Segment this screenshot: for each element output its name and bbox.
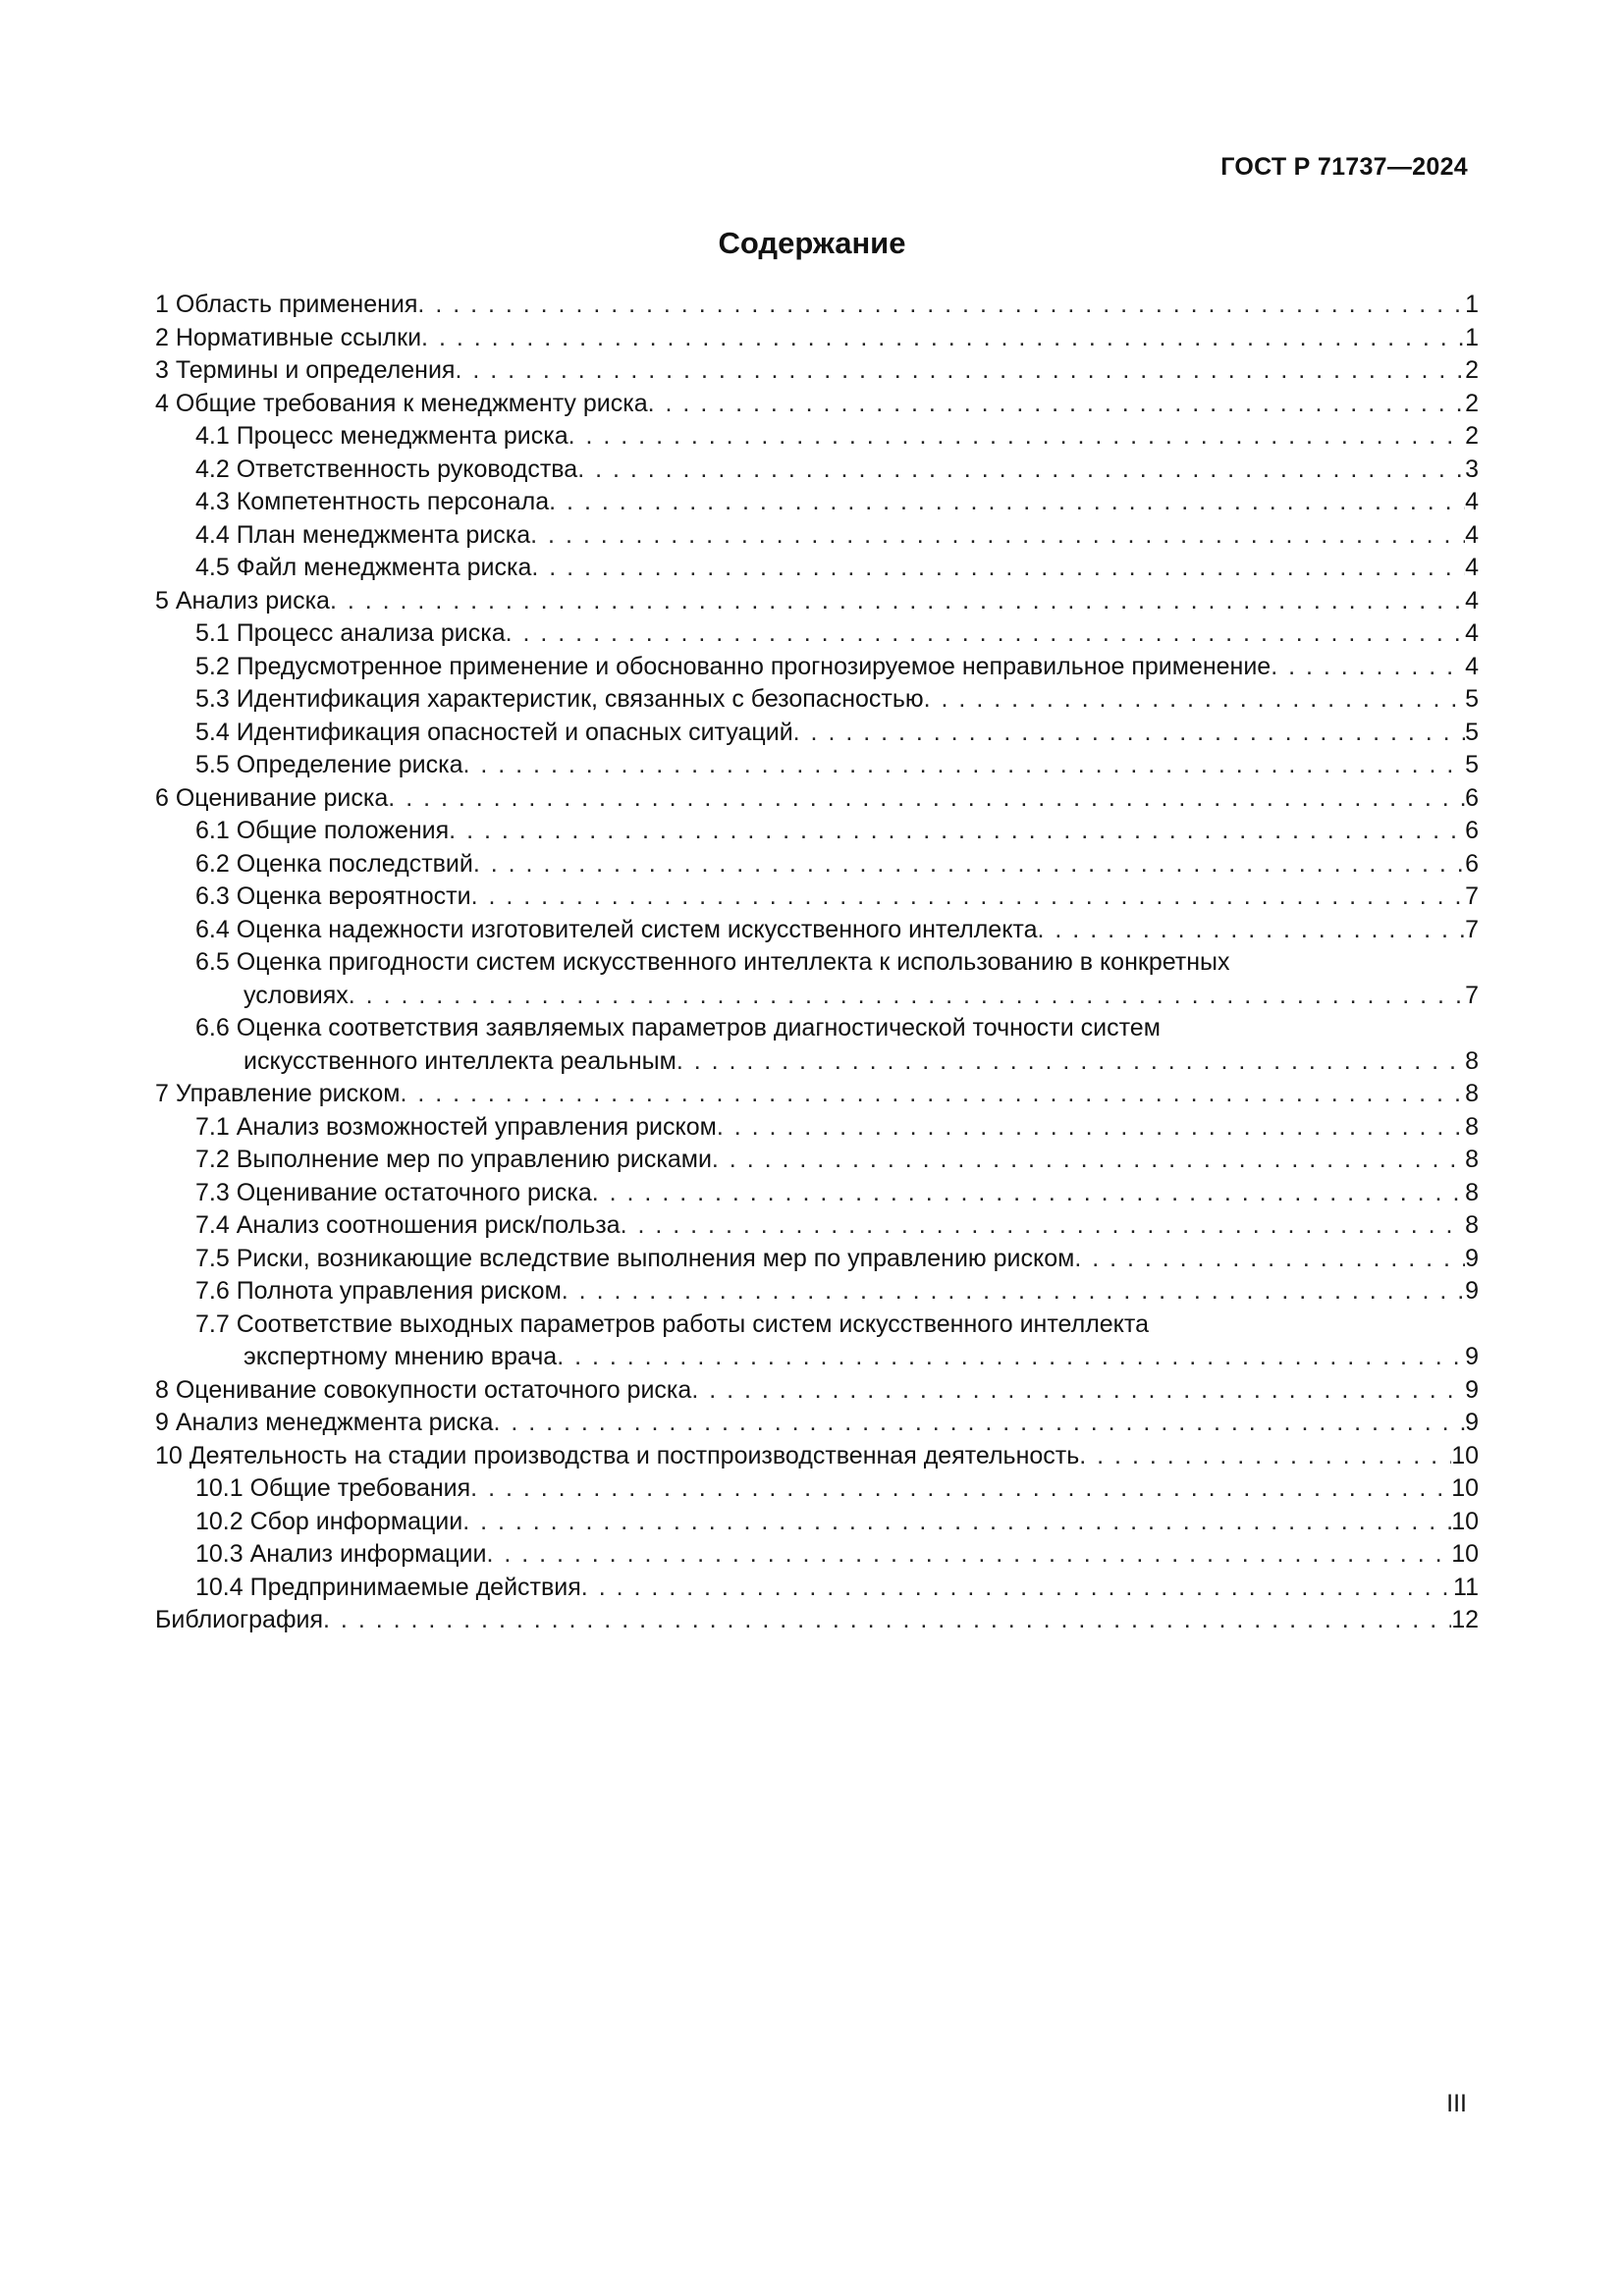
dot-leader: [621, 1209, 1466, 1243]
dot-leader: [592, 1177, 1465, 1210]
toc-entry-title: 7 Управление риском: [155, 1080, 401, 1107]
toc-entry[interactable]: [155, 388, 1479, 421]
dot-leader: [421, 322, 1465, 355]
toc-entry-title: 2 Нормативные ссылки: [155, 323, 422, 351]
dot-leader: [924, 683, 1465, 717]
toc-entry[interactable]: [155, 1440, 1479, 1473]
toc-entry[interactable]: [155, 1538, 1479, 1572]
toc-entry-title: 6.1 Общие положения: [195, 817, 450, 844]
toc-entry-page: 6: [1465, 817, 1479, 844]
toc-entry-page: 7: [1465, 882, 1479, 910]
toc-entry-title-continuation: экспертному мнению врача: [244, 1343, 558, 1370]
toc-entry-title: 5.5 Определение риска: [195, 751, 463, 778]
toc-entry-page: 4: [1465, 520, 1479, 549]
toc-entry-page: 7: [1465, 915, 1479, 943]
toc-entry[interactable]: [155, 1506, 1479, 1539]
toc-entry-title: 4.5 Файл менеджмента риска: [195, 554, 532, 581]
page-number: III: [1446, 2090, 1467, 2117]
dot-leader: [455, 354, 1465, 388]
dot-leader: [1074, 1243, 1465, 1276]
dot-leader: [323, 1604, 1451, 1637]
toc-entry-page: 8: [1465, 1178, 1479, 1206]
toc-entry-page: 10: [1451, 1441, 1479, 1469]
toc-entry-title: 4.3 Компетентность персонала: [195, 488, 550, 515]
dot-leader: [506, 617, 1465, 651]
toc-entry-page: 8: [1465, 1112, 1479, 1141]
toc-entry-page: 9: [1465, 1277, 1479, 1305]
toc-entry[interactable]: [155, 552, 1479, 585]
toc-entry-page: 3: [1465, 454, 1479, 483]
toc-entry[interactable]: [155, 322, 1479, 355]
toc-entry-title: 7.4 Анализ соотношения риск/польза: [195, 1211, 621, 1239]
toc-entry-title: 4.2 Ответственность руководства: [195, 454, 578, 483]
toc-entry-page: 8: [1465, 1046, 1479, 1075]
toc-entry[interactable]: [155, 1604, 1479, 1637]
dot-leader: [562, 1275, 1465, 1308]
toc-entry-title: 7.6 Полнота управления риском: [195, 1277, 562, 1305]
dot-leader: [549, 486, 1465, 519]
dot-leader: [531, 552, 1465, 585]
toc-entry[interactable]: [155, 782, 1479, 816]
toc-entry[interactable]: [155, 1275, 1479, 1308]
toc-entry-page: 8: [1465, 1080, 1479, 1107]
toc-entry-title: 6.2 Оценка последствий: [195, 849, 473, 878]
toc-entry-title: 4 Общие требования к менеджменту риска: [155, 389, 648, 417]
toc-entry-title: 7.5 Риски, возникающие вследствие выполнения мер по управлению риском: [195, 1244, 1075, 1272]
toc-entry[interactable]: [155, 1472, 1479, 1506]
toc-entry[interactable]: [155, 717, 1479, 750]
dot-leader: [1079, 1440, 1451, 1473]
dot-leader: [1038, 914, 1466, 947]
toc-entry[interactable]: [155, 1374, 1479, 1408]
dot-leader: [530, 519, 1465, 553]
dot-leader: [557, 1341, 1465, 1374]
toc-entry-title: 3 Термины и определения: [155, 356, 456, 384]
toc-entry[interactable]: [155, 1078, 1479, 1111]
toc-entry[interactable]: [155, 1407, 1479, 1440]
toc-title: Содержание: [718, 226, 906, 260]
toc-entry-title: 7.3 Оценивание остаточного риска: [195, 1178, 592, 1206]
dot-leader: [793, 717, 1465, 750]
toc-entry[interactable]: [155, 420, 1479, 454]
toc-entry-page: 6: [1465, 783, 1479, 812]
toc-entry-page: 6: [1465, 849, 1479, 878]
toc-entry-page: 1: [1465, 291, 1479, 318]
dot-leader: [486, 1538, 1451, 1572]
toc-entry[interactable]: [155, 519, 1479, 553]
toc-entry[interactable]: [155, 1308, 1479, 1374]
toc-entry[interactable]: [155, 1243, 1479, 1276]
toc-entry-title: 5.2 Предусмотренное применение и обоснованно прогнозируемое неправильное применение: [195, 652, 1272, 680]
toc-entry-page: 4: [1465, 586, 1479, 614]
toc-entry-title: 4.1 Процесс менеджмента риска: [195, 422, 568, 450]
dot-leader: [417, 289, 1465, 322]
toc-entry-page: 1: [1465, 323, 1479, 351]
toc-entry-title: 10 Деятельность на стадии производства и постпроизводственная деятельность: [155, 1441, 1080, 1469]
dot-leader: [648, 388, 1465, 421]
table-of-contents: [155, 289, 1479, 1637]
dot-leader: [568, 420, 1465, 454]
dot-leader: [471, 881, 1466, 914]
toc-entry-title: 5.1 Процесс анализа риска: [195, 619, 506, 647]
toc-entry-title: Библиография: [155, 1606, 324, 1633]
toc-entry-title: 7.2 Выполнение мер по управлению рисками: [195, 1146, 712, 1173]
toc-entry-page: 4: [1465, 488, 1479, 515]
toc-entry-title: 7.7 Соответствие выходных параметров работы систем искусственного интеллекта: [195, 1309, 1149, 1338]
toc-entry-page: 9: [1465, 1244, 1479, 1272]
dot-leader: [400, 1078, 1465, 1111]
toc-entry-page: 12: [1451, 1606, 1479, 1633]
toc-entry-page: 5: [1465, 751, 1479, 778]
toc-entry-title-continuation: искусственного интеллекта реальным: [244, 1046, 677, 1075]
toc-entry-title: 6.6 Оценка соответствия заявляемых параметров диагностической точности систем: [195, 1014, 1161, 1041]
toc-entry-page: 7: [1465, 981, 1479, 1009]
toc-entry-title: 5.3 Идентификация характеристик, связанных с безопасностью: [195, 685, 924, 713]
toc-entry-page: 9: [1465, 1343, 1479, 1370]
toc-entry[interactable]: [155, 683, 1479, 717]
dot-leader: [577, 454, 1465, 487]
toc-entry[interactable]: [155, 1209, 1479, 1243]
toc-entry[interactable]: [155, 354, 1479, 388]
toc-entry-title: 5 Анализ риска: [155, 586, 330, 614]
toc-entry[interactable]: [155, 848, 1479, 881]
toc-entry[interactable]: [155, 486, 1479, 519]
dot-leader: [677, 1045, 1465, 1079]
toc-entry-title: 8 Оценивание совокупности остаточного риска: [155, 1375, 692, 1404]
toc-entry[interactable]: [155, 1177, 1479, 1210]
toc-entry-page: 2: [1465, 389, 1479, 417]
toc-entry-page: 2: [1465, 356, 1479, 384]
toc-entry[interactable]: [155, 815, 1479, 848]
toc-entry[interactable]: [155, 289, 1479, 322]
toc-entry-title: 6.5 Оценка пригодности систем искусственного интеллекта к использованию в конкретных: [195, 948, 1230, 976]
dot-leader: [493, 1407, 1465, 1440]
toc-entry-title: 7.1 Анализ возможностей управления риском: [195, 1112, 717, 1141]
toc-entry[interactable]: [155, 617, 1479, 651]
toc-entry[interactable]: [155, 914, 1479, 947]
toc-entry-page: 8: [1465, 1146, 1479, 1173]
toc-entry[interactable]: [155, 1144, 1479, 1177]
toc-entry[interactable]: [155, 881, 1479, 914]
toc-entry[interactable]: [155, 749, 1479, 782]
toc-entry-title: 1 Область применения: [155, 291, 418, 318]
toc-entry-title-continuation: условиях: [244, 981, 349, 1009]
toc-entry-page: 11: [1453, 1573, 1479, 1601]
dot-leader: [449, 815, 1465, 848]
toc-entry-page: 10: [1451, 1507, 1479, 1535]
dot-leader: [470, 1472, 1451, 1506]
toc-entry-page: 4: [1465, 554, 1479, 581]
toc-entry[interactable]: [155, 946, 1479, 1012]
toc-entry-title: 5.4 Идентификация опасностей и опасных ситуаций: [195, 718, 793, 746]
dot-leader: [462, 1506, 1451, 1539]
toc-entry-title: 10.4 Предпринимаемые действия: [195, 1573, 581, 1601]
toc-entry-page: 4: [1465, 619, 1479, 647]
toc-entry[interactable]: [155, 651, 1479, 684]
toc-entry-title: 6 Оценивание риска: [155, 783, 389, 812]
dot-leader: [691, 1374, 1465, 1408]
toc-entry-page: 9: [1465, 1409, 1479, 1436]
standard-code: ГОСТ Р 71737—2024: [1220, 153, 1468, 181]
toc-entry-page: 4: [1465, 652, 1479, 680]
dot-leader: [717, 1111, 1465, 1145]
toc-entry-title: 6.4 Оценка надежности изготовителей систем искусственного интеллекта: [195, 915, 1038, 943]
toc-entry[interactable]: [155, 454, 1479, 487]
dot-leader: [1271, 651, 1465, 684]
toc-entry[interactable]: [155, 585, 1479, 618]
dot-leader: [712, 1144, 1465, 1177]
dot-leader: [581, 1572, 1453, 1605]
toc-entry[interactable]: [155, 1111, 1479, 1145]
dot-leader: [388, 782, 1465, 816]
toc-entry-page: 10: [1451, 1540, 1479, 1568]
toc-entry[interactable]: [155, 1572, 1479, 1605]
toc-entry-page: 8: [1465, 1211, 1479, 1239]
toc-entry-page: 5: [1465, 685, 1479, 713]
dot-leader: [349, 980, 1465, 1013]
toc-entry-title: 9 Анализ менеджмента риска: [155, 1409, 494, 1436]
toc-entry-page: 10: [1451, 1474, 1479, 1502]
dot-leader: [473, 848, 1465, 881]
dot-leader: [330, 585, 1465, 618]
toc-entry-title: 10.1 Общие требования: [195, 1474, 471, 1502]
dot-leader: [462, 749, 1465, 782]
toc-entry-page: 5: [1465, 718, 1479, 746]
toc-entry-title: 10.2 Сбор информации: [195, 1507, 463, 1535]
toc-entry-title: 4.4 План менеджмента риска: [195, 520, 531, 549]
toc-entry-title: 6.3 Оценка вероятности: [195, 882, 471, 910]
toc-entry-page: 2: [1465, 422, 1479, 450]
toc-entry[interactable]: [155, 1012, 1479, 1078]
toc-entry-page: 9: [1465, 1375, 1479, 1404]
toc-entry-title: 10.3 Анализ информации: [195, 1540, 487, 1568]
